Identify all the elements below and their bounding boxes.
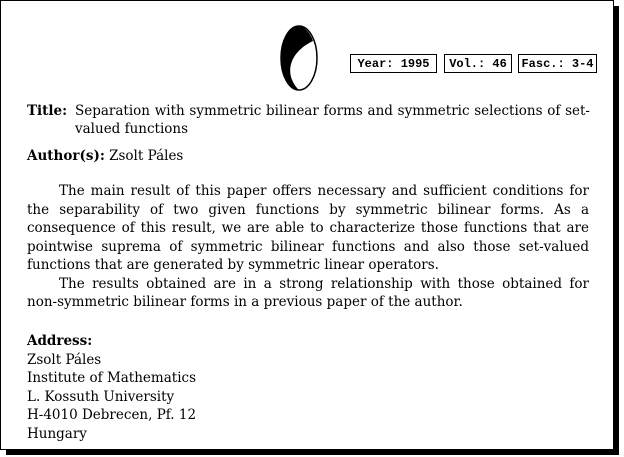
author-label: Author(s):	[27, 148, 105, 164]
abstract-paragraph: The results obtained are in a strong relationship with those obtained for non-symmetric bilinear forms in a previous paper of the author.	[27, 275, 589, 310]
address-line: H-4010 Debrecen, Pf. 12	[27, 407, 197, 423]
address-line: Hungary	[27, 425, 87, 442]
address-line: Institute of Mathematics	[27, 370, 197, 386]
abstract-paragraph: The main result of this paper offers necessary and sufficient conditions for the separability of two given functions by symmetric bilinear forms. As a consequence of this result, we are able to characterize those functions that are pointwise suprema of symmetric bilinear functions and also those set-valued functions that are generated by symmetric linear operators.	[27, 183, 589, 273]
volume-box: Vol.: 46	[444, 54, 512, 73]
author-row	[27, 147, 183, 165]
address-label: Address:	[27, 333, 93, 349]
abstract	[27, 182, 589, 312]
year-box: Year: 1995	[350, 54, 437, 73]
fascicle-box: Fasc.: 3-4	[518, 54, 597, 73]
page-shadow-bottom	[6, 450, 619, 455]
title-label: Title:	[27, 103, 68, 119]
address-line: L. Kossuth University	[27, 388, 175, 405]
author-name: Zsolt Páles	[109, 148, 184, 164]
address-line: Zsolt Páles	[27, 351, 102, 368]
address-block	[27, 332, 196, 443]
journal-logo-icon	[280, 25, 318, 91]
page-shadow-right	[614, 6, 619, 451]
paper-title: Separation with symmetric bilinear forms and symmetric selections of set-valued functions	[75, 103, 590, 137]
